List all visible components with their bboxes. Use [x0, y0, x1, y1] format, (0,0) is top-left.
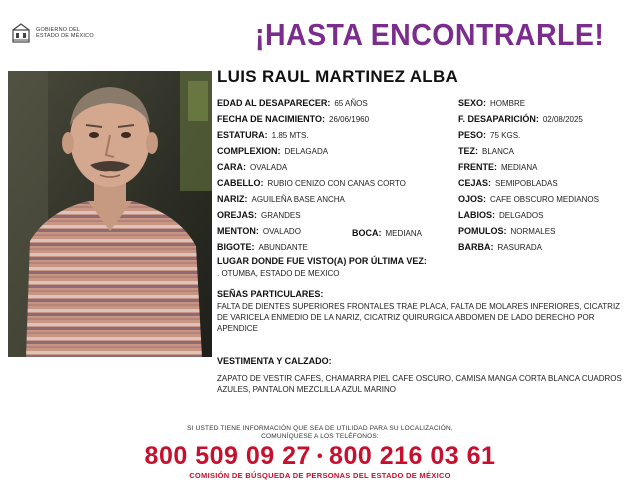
- footer-note-line-1: SI USTED TIENE INFORMACIÓN QUE SEA DE UTILIDAD PARA SU LOCALIZACIÓN,: [187, 425, 453, 432]
- field-label: CEJAS:: [458, 178, 492, 188]
- field-label: FECHA DE NACIMIENTO:: [217, 114, 325, 124]
- logo-line-2: ESTADO DE MÉXICO: [36, 33, 94, 39]
- field-complexion: [217, 144, 328, 157]
- footer-note-line-2: COMUNÍQUESE A LOS TELÉFONOS:: [261, 433, 379, 440]
- field-value: MEDIANA: [501, 163, 538, 172]
- field-label: OREJAS:: [217, 210, 258, 220]
- field-label: OJOS:: [458, 194, 487, 204]
- missing-person-photo: [8, 71, 212, 357]
- field-value: BLANCA: [482, 147, 515, 156]
- vestimenta-title: VESTIMENTA Y CALZADO:: [217, 356, 332, 366]
- field-label: COMPLEXION:: [217, 146, 281, 156]
- field-bigote: [217, 240, 308, 253]
- field-value: MEDIANA: [385, 229, 422, 238]
- field-value: HOMBRE: [490, 99, 526, 108]
- field-value: 75 KGS.: [490, 131, 521, 140]
- field-nariz: [217, 192, 345, 205]
- coat-of-arms-icon: [10, 22, 32, 44]
- field-cara: [217, 160, 287, 173]
- phone-numbers: [0, 442, 640, 471]
- field-edad: [217, 96, 368, 109]
- field-value: RUBIO CENIZO CON CANAS CORTO: [267, 179, 406, 188]
- field-value: CAFE OBSCURO MEDIANOS: [490, 195, 599, 204]
- portrait-illustration: [8, 71, 212, 357]
- field-label: MENTON:: [217, 226, 259, 236]
- field-peso: [458, 128, 520, 141]
- separator-dot: •: [316, 448, 324, 466]
- field-value: SEMIPOBLADAS: [495, 179, 558, 188]
- field-value: GRANDES: [261, 211, 301, 220]
- field-label: CABELLO:: [217, 178, 264, 188]
- field-barba: [458, 240, 542, 253]
- field-frente: [458, 160, 537, 173]
- field-label: FRENTE:: [458, 162, 497, 172]
- field-tez: [458, 144, 514, 157]
- field-desaparicion: [458, 112, 583, 125]
- commission-name: COMISIÓN DE BÚSQUEDA DE PERSONAS DEL ESTADO DE MÉXICO: [189, 471, 451, 480]
- field-label: BOCA:: [352, 228, 382, 238]
- field-label: F. DESAPARICIÓN:: [458, 114, 539, 124]
- field-boca: [352, 226, 422, 239]
- government-logo: [10, 22, 94, 44]
- field-orejas: [217, 208, 301, 221]
- field-cejas: [458, 176, 558, 189]
- logo-line-1: GOBIERNO DEL: [36, 26, 81, 33]
- senas-text: FALTA DE DIENTES SUPERIORES FRONTALES TRAE PLACA, FALTA DE MOLARES INFERIORES, CICATRIZ DE VARICELA ENMEDIO DE LA NARIZ, CICATRIZ QUIRURGICA ABDOMEN DE LADO DERECHO POR APENDICE: [217, 302, 621, 333]
- field-value: OVALADO: [262, 227, 301, 236]
- lugar-title: LUGAR DONDE FUE VISTO(A) POR ÚLTIMA VEZ:: [217, 256, 427, 266]
- field-ojos: [458, 192, 599, 205]
- field-value: 65 AÑOS: [334, 99, 368, 108]
- field-value: 26/06/1960: [329, 115, 370, 124]
- senas-title: SEÑAS PARTICULARES:: [217, 289, 324, 299]
- field-cabello: [217, 176, 406, 189]
- phone-number-1[interactable]: 800 509 09 27: [144, 442, 311, 470]
- field-label: PESO:: [458, 130, 487, 140]
- field-menton: [217, 224, 301, 237]
- field-label: ESTATURA:: [217, 130, 268, 140]
- field-label: EDAD AL DESAPARECER:: [217, 98, 331, 108]
- field-value: NORMALES: [510, 227, 556, 236]
- field-value: RASURADA: [497, 243, 542, 252]
- field-label: BARBA:: [458, 242, 494, 252]
- field-value: AGUILEÑA BASE ANCHA: [251, 195, 345, 204]
- header: [0, 0, 640, 68]
- field-label: CARA:: [217, 162, 246, 172]
- field-pomulos: [458, 224, 555, 237]
- vestimenta-text: ZAPATO DE VESTIR CAFES, CHAMARRA PIEL CAFE OSCURO, CAMISA MANGA CORTA BLANCA CUADROS AZULES, PANTALON MEZCLILLA AZUL MARINO: [217, 374, 622, 394]
- field-sexo: [458, 96, 525, 109]
- field-label: BIGOTE:: [217, 242, 255, 252]
- headline: ¡HASTA ENCONTRARLE!: [255, 17, 605, 52]
- field-value: DELGADOS: [499, 211, 544, 220]
- field-label: NARIZ:: [217, 194, 248, 204]
- field-labios: [458, 208, 543, 221]
- person-name: LUIS RAUL MARTINEZ ALBA: [217, 67, 459, 86]
- field-label: TEZ:: [458, 146, 478, 156]
- field-label: SEXO:: [458, 98, 487, 108]
- field-value: ABUNDANTE: [258, 243, 308, 252]
- field-value: OVALADA: [250, 163, 288, 172]
- field-value: 02/08/2025: [542, 115, 583, 124]
- field-estatura: [217, 128, 309, 141]
- field-label: POMULOS:: [458, 226, 507, 236]
- field-value: 1.85 MTS.: [271, 131, 309, 140]
- lugar-text: . OTUMBA, ESTADO DE MEXICO: [217, 269, 340, 278]
- field-value: DELAGADA: [284, 147, 329, 156]
- phone-number-2[interactable]: 800 216 03 61: [329, 442, 496, 470]
- field-label: LABIOS:: [458, 210, 495, 220]
- field-nacimiento: [217, 112, 369, 125]
